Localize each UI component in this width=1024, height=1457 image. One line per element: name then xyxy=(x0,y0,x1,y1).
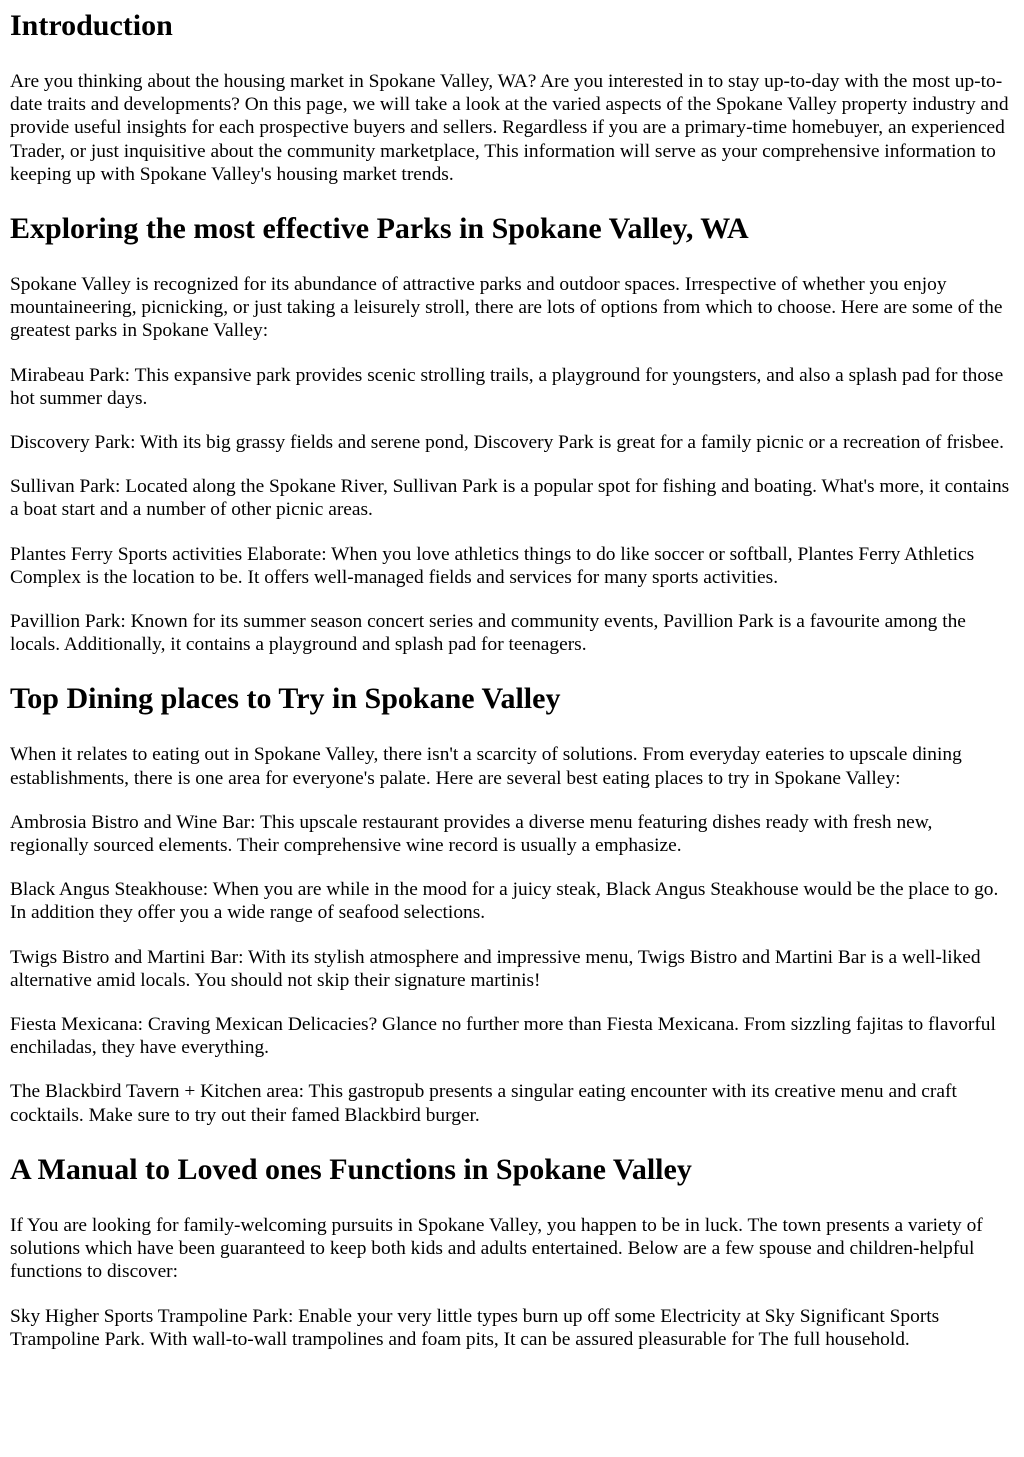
paragraph: Sky Higher Sports Trampoline Park: Enable your very little types burn up off some Electricity at Sky Significant Sports Trampoline Park. With wall-to-wall trampolines and foam pits, It can be assured pleasurable for The full household. xyxy=(10,1305,940,1350)
article xyxy=(0,9,1024,1351)
section-introduction xyxy=(10,9,1014,186)
paragraph: Plantes Ferry Sports activities Elaborate: When you love athletics things to do like soccer or softball, Plantes Ferry Athletics Complex is the location to be. It offers well-managed fields and services for many sports activities. xyxy=(10,543,975,588)
section-heading: A Manual to Loved ones Functions in Spokane Valley xyxy=(10,1152,692,1186)
paragraph: The Blackbird Tavern + Kitchen area: This gastropub presents a singular eating encounter with its creative menu and craft cocktails. Make sure to try out their famed Blackbird burger. xyxy=(10,1081,957,1126)
paragraph: Fiesta Mexicana: Craving Mexican Delicacies? Glance no further more than Fiesta Mexicana. From sizzling fajitas to flavorful enchiladas, they have everything. xyxy=(10,1014,996,1059)
section-heading: Introduction xyxy=(10,9,173,42)
paragraph: Spokane Valley is recognized for its abundance of attractive parks and outdoor spaces. Irrespective of whether you enjoy mountaineering, picnicking, or just taking a leisurely stroll, there are lots of options from which to choose. Here are some of the greatest parks in Spokane Valley: xyxy=(10,274,1003,342)
paragraph: Discovery Park: With its big grassy fields and serene pond, Discovery Park is great for a family picnic or a recreation of frisbee. xyxy=(10,432,1004,454)
paragraph: Black Angus Steakhouse: When you are while in the mood for a juicy steak, Black Angus Steakhouse would be the place to go. In addition they offer you a wide range of seafood selections. xyxy=(10,879,999,924)
paragraph: Mirabeau Park: This expansive park provides scenic strolling trails, a playground for youngsters, and also a splash pad for those hot summer days. xyxy=(10,364,1004,409)
section-heading: Exploring the most effective Parks in Spokane Valley, WA xyxy=(10,212,749,246)
section-dining xyxy=(10,682,1014,1126)
section-family-activities xyxy=(10,1153,1014,1351)
paragraph: Are you thinking about the housing market in Spokane Valley, WA? Are you interested in to stay up-to-day with the most up-to-date traits and developments? On this page, we will take a look at the varied aspects of the Spokane Valley property industry and provide useful insights for each prospective buyers and sellers. Regardless if you are a primary-time homebuyer, an experienced Trader, or just inquisitive about the community marketplace, This information will serve as your comprehensive information to keeping up with Spokane Valley's housing market trends. xyxy=(10,71,1009,185)
section-parks xyxy=(10,212,1014,656)
paragraph: Pavillion Park: Known for its summer season concert series and community events, Pavillion Park is a favourite among the locals. Additionally, it contains a playground and splash pad for teenagers. xyxy=(10,611,966,656)
paragraph: Ambrosia Bistro and Wine Bar: This upscale restaurant provides a diverse menu featuring dishes ready with fresh new, regionally sourced elements. Their comprehensive wine record is usually a emphasize. xyxy=(10,811,933,857)
paragraph: Sullivan Park: Located along the Spokane River, Sullivan Park is a popular spot for fishing and boating. What's more, it contains a boat start and a number of other picnic areas. xyxy=(10,476,1010,521)
section-heading: Top Dining places to Try in Spokane Valley xyxy=(10,682,561,716)
paragraph: Twigs Bistro and Martini Bar: With its stylish atmosphere and impressive menu, Twigs Bistro and Martini Bar is a well-liked alternative amid locals. You should not skip their signature martinis! xyxy=(10,946,981,991)
paragraph: If You are looking for family-welcoming pursuits in Spokane Valley, you happen to be in luck. The town presents a variety of solutions which have been guaranteed to keep both kids and adults entertained. Below are a few spouse and children-helpful functions to discover: xyxy=(10,1214,983,1283)
paragraph: When it relates to eating out in Spokane Valley, there isn't a scarcity of solutions. From everyday eateries to upscale dining establishments, there is one area for everyone's palate. Here are several best eating places to try in Spokane Valley: xyxy=(10,744,962,789)
